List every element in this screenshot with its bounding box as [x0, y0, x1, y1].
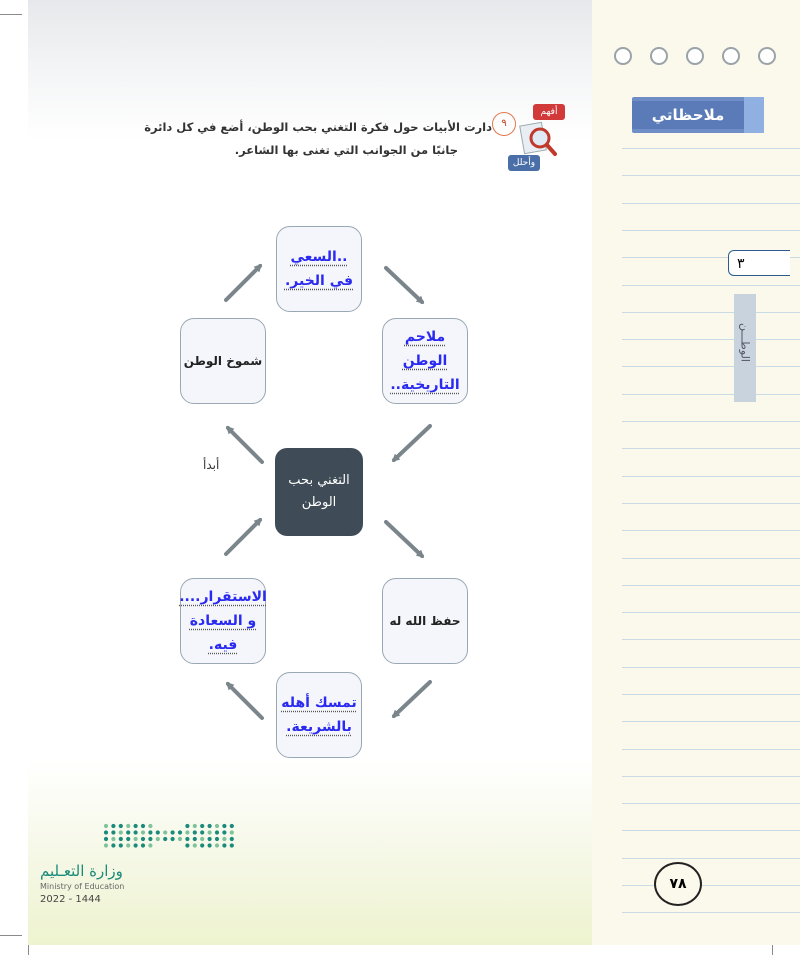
cycle-center-box: التغني بحب الوطن	[275, 448, 363, 536]
unit-number-box: ٣	[728, 250, 790, 276]
instruction-line-1: دارت الأبيات حول فكرة التغني بحب الوطن، أضع في كل دائرة	[144, 120, 492, 134]
instruction-line-2: جانبًا من الجوانب التي تغنى بها الشاعر.	[234, 143, 458, 157]
ministry-dots-icon	[100, 822, 240, 850]
arrow-6	[226, 520, 260, 554]
arrow-3	[386, 522, 422, 556]
arrow-7	[228, 428, 262, 462]
ministry-english: Ministry of Education	[40, 882, 125, 891]
cycle-node	[180, 318, 266, 404]
unit-label-text: الوطـــن	[738, 323, 752, 362]
ministry-arabic: وزارة التعـليم	[40, 862, 123, 880]
cycle-node-text: حفظ الله له	[389, 614, 461, 628]
arrow-1	[386, 268, 422, 302]
page-number: ٧٨	[654, 862, 702, 906]
arrow-5	[228, 684, 262, 718]
arrow-8	[226, 266, 260, 300]
question-number: ٩	[492, 112, 516, 136]
cycle-node	[180, 578, 266, 664]
analyze-badge: وأحلل	[508, 155, 540, 171]
cycle-node	[276, 226, 362, 312]
ministry-year: 2022 - 1444	[40, 894, 101, 905]
start-label: أبدأ	[203, 458, 220, 472]
arrow-4	[394, 682, 430, 716]
cycle-node-text: شموخ الوطن	[183, 354, 263, 368]
understand-badge: أفهم	[533, 104, 565, 120]
cycle-node	[382, 318, 468, 404]
cycle-node	[276, 672, 362, 758]
arrow-2	[394, 426, 430, 460]
cycle-node-text: الاستقرار.... و السعادة فيه.	[179, 589, 267, 653]
cycle-node-text: تمسك أهله بالشريعة.	[281, 695, 357, 735]
notes-title: ملاحظاتي	[632, 101, 744, 129]
cycle-node-text: ملاحم الوطن التاريخية..	[390, 329, 460, 393]
cycle-node-text: ..السعي في الخير.	[284, 249, 354, 289]
cycle-node	[382, 578, 468, 664]
